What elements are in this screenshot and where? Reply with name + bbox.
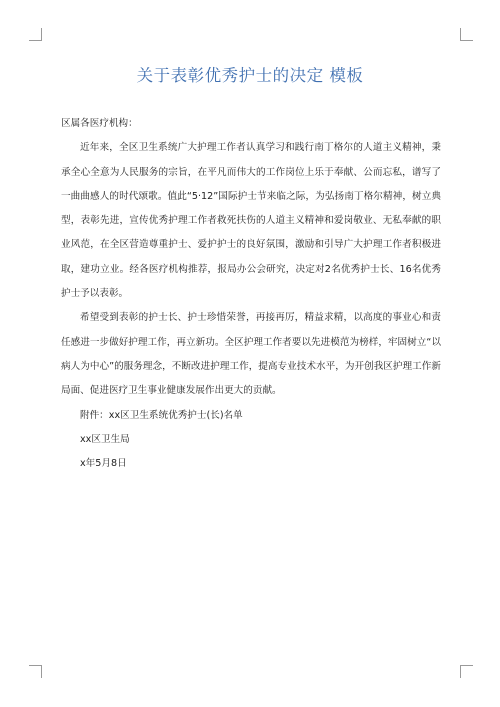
document-body [61, 112, 441, 476]
attachment-line: 附件：xx区卫生系统优秀护士(长)名单 [80, 409, 243, 421]
date-line: x年5月8日 [80, 458, 127, 470]
signature-line: xx区卫生局 [80, 433, 130, 445]
paragraph-1: 近年来，全区卫生系统广大护理工作者认真学习和践行南丁格尔的人道主义精神，秉承全心全意为人民服务的宗旨，在平凡而伟大的工作岗位上乐于奉献、公而忘私，谱写了一曲曲感人的时代颂歌。值此“5·12”国际护士节来临之际，为弘扬南丁格尔精神，树立典型，表彰先进，宣传优秀护理工作者救死扶伤的人道主义精神和爱岗敬业、无私奉献的职业风范，在全区营造尊重护士、爱护护士的良好氛围，激励和引导广大护理工作者积极进取，建功立业。经各医疗机构推荐，报局办公会研究，决定对2名优秀护士长、16名优秀护士予以表彰。 [61, 142, 441, 300]
crop-mark-top-right [460, 28, 473, 41]
salutation: 区属各医疗机构： [61, 118, 138, 129]
paragraph-2: 希望受到表彰的护士长、护士珍惜荣誉，再接再厉，精益求精，以高度的事业心和责任感进一步做好护理工作，再立新功。全区护理工作者要以先进模范为榜样，牢固树立“以病人为中心”的服务理念，不断改进护理工作，提高专业技术水平，为开创我区护理工作新局面、促进医疗卫生事业健康发展作出更大的贡献。 [61, 312, 441, 397]
crop-mark-bottom-right [460, 665, 473, 678]
document-title: 关于表彰优秀护士的决定 模板 [136, 66, 364, 85]
crop-mark-bottom-left [29, 665, 42, 678]
crop-mark-top-left [29, 28, 42, 41]
